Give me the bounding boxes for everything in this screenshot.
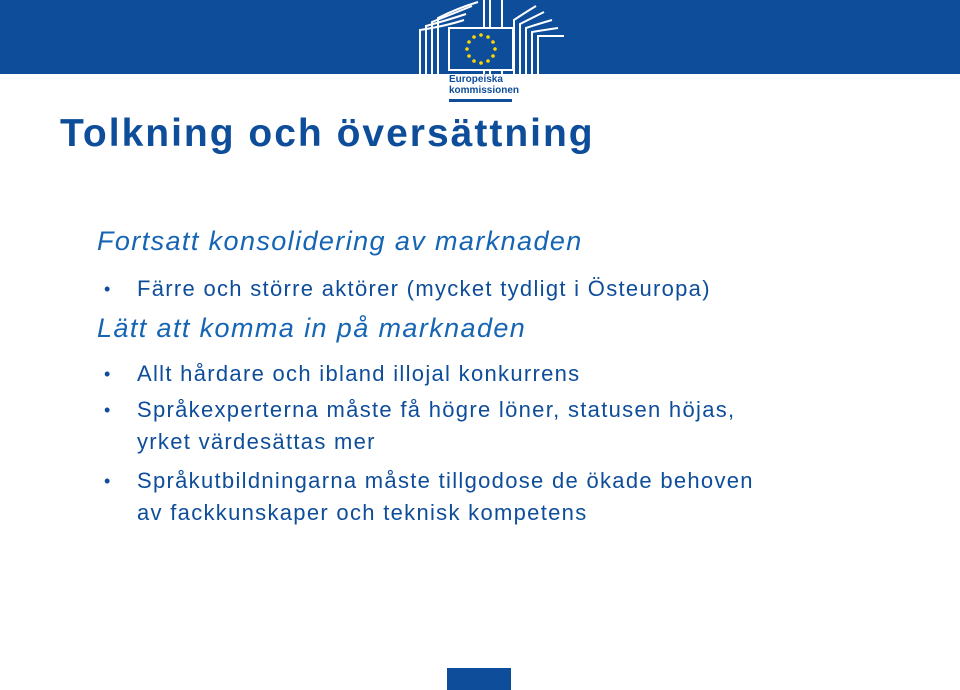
logo-line-1: Europeiska bbox=[449, 74, 503, 85]
bullet-item bbox=[104, 358, 580, 390]
bullet-item bbox=[104, 465, 754, 529]
bullet-item bbox=[104, 394, 735, 458]
bullet-dot-icon: • bbox=[104, 279, 112, 299]
bullet-text: Allt hårdare och ibland illojal konkurrens bbox=[137, 361, 581, 386]
bullet-dot-icon: • bbox=[104, 471, 112, 491]
logo-text bbox=[449, 74, 519, 96]
bullet-text-continued: av fackkunskaper och teknisk kompetens bbox=[137, 500, 588, 525]
slide-title: Tolkning och översättning bbox=[60, 112, 595, 155]
logo-line-2: kommissionen bbox=[449, 85, 520, 96]
bullet-dot-icon: • bbox=[104, 364, 112, 384]
footer-tab bbox=[447, 668, 511, 690]
bullet-dot-icon: • bbox=[104, 400, 112, 420]
bullet-item bbox=[104, 273, 711, 305]
bullet-text: Språkutbildningarna måste tillgodose de ökade behoven bbox=[137, 468, 754, 493]
section-heading-market-entry: Lätt att komma in på marknaden bbox=[97, 313, 527, 343]
logo-underline bbox=[449, 99, 512, 102]
bullet-text: Färre och större aktörer (mycket tydligt i Östeuropa) bbox=[137, 276, 711, 301]
bullet-text-continued: yrket värdesättas mer bbox=[137, 429, 376, 454]
section-heading-consolidation: Fortsatt konsolidering av marknaden bbox=[97, 226, 583, 256]
bullet-text: Språkexperterna måste få högre löner, statusen höjas, bbox=[137, 397, 736, 422]
